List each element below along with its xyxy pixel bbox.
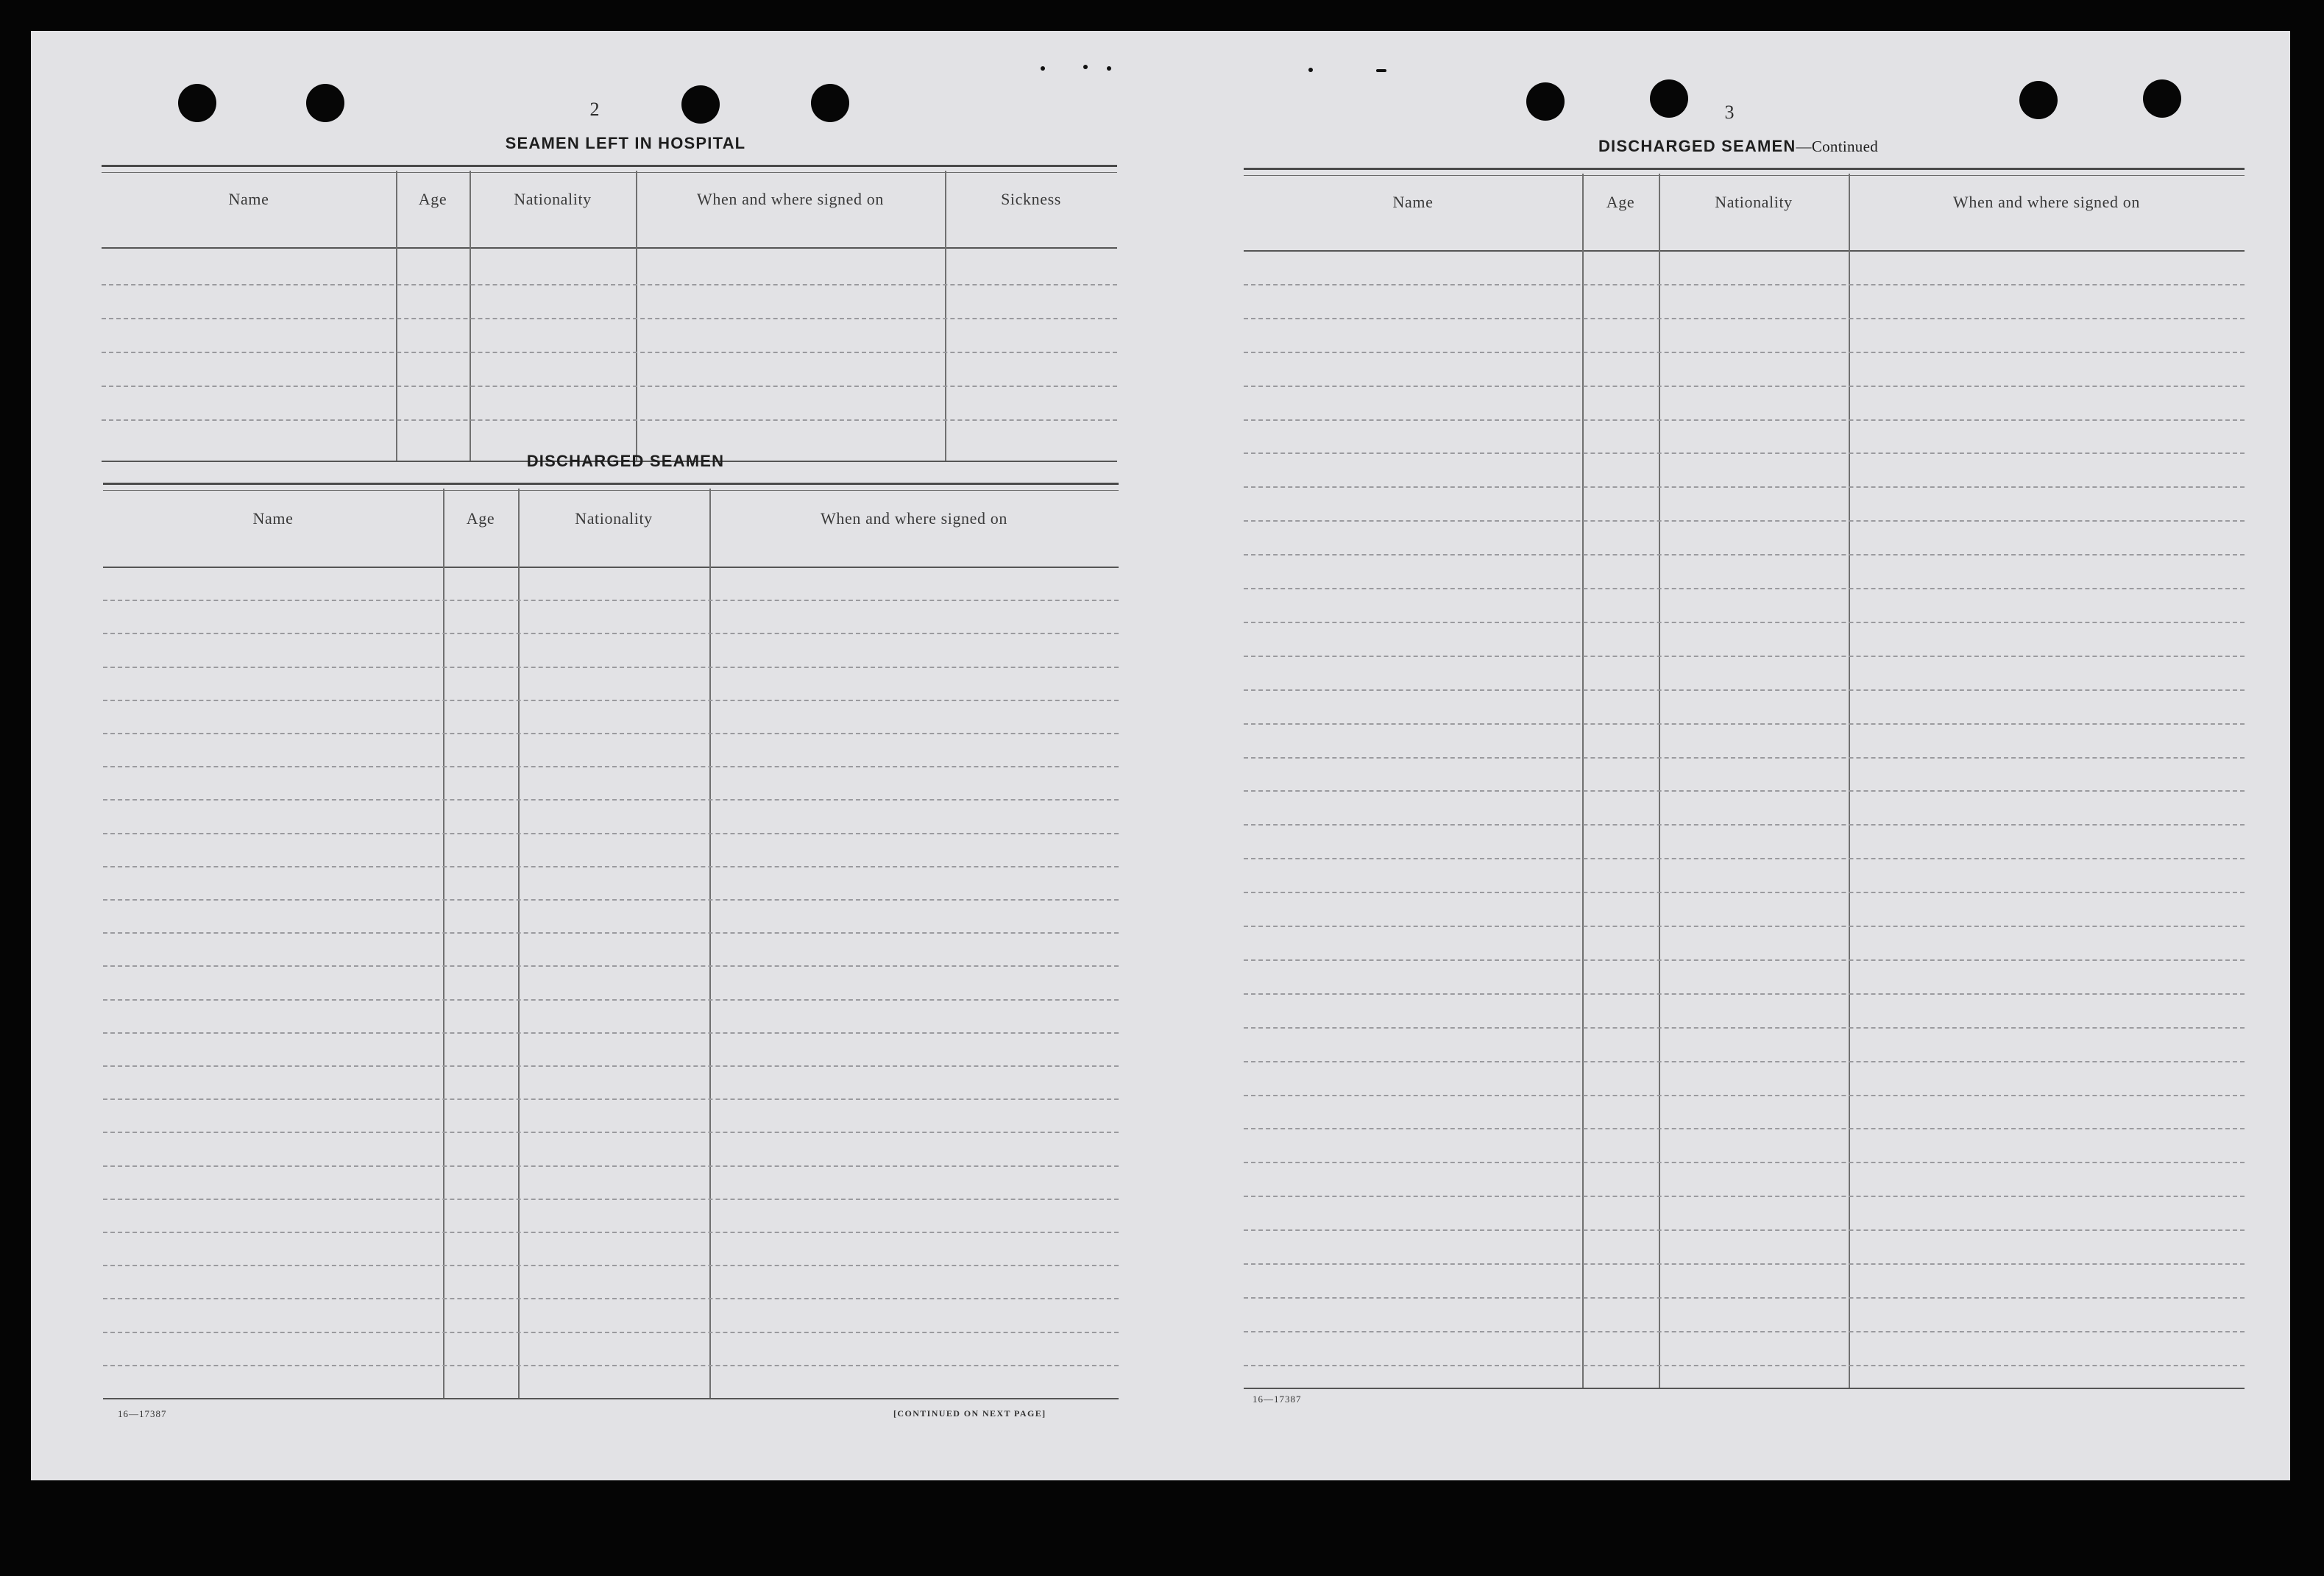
col-header-name: Name — [252, 509, 294, 528]
column-divider — [636, 171, 637, 462]
col-header-signed-on: When and where signed on — [697, 190, 884, 208]
page-number-right: 3 — [1724, 102, 1735, 123]
title-suffix: —Continued — [1796, 138, 1879, 155]
col-header-signed-on: When and where signed on — [821, 509, 1007, 528]
entry-row-line — [1244, 656, 2245, 657]
entry-row-line — [102, 318, 1117, 319]
punch-hole — [1526, 82, 1565, 121]
entry-row-line — [103, 1032, 1119, 1034]
entry-row-line — [1244, 757, 2245, 759]
column-divider — [1849, 174, 1850, 1389]
entry-row-line — [1244, 1095, 2245, 1096]
column-divider — [443, 489, 444, 1399]
punch-hole — [681, 85, 720, 124]
entry-row-line — [1244, 1196, 2245, 1197]
entry-row-line — [1244, 723, 2245, 725]
entry-row-line — [1244, 622, 2245, 623]
table-top-rule — [103, 483, 1119, 491]
entry-row-line — [103, 633, 1119, 634]
ink-speck — [1308, 68, 1313, 72]
entry-row-line — [103, 667, 1119, 668]
entry-row-line — [1244, 352, 2245, 353]
table-bottom-rule — [103, 1398, 1119, 1399]
col-header-signed-on: When and where signed on — [1953, 193, 2140, 211]
entry-row-line — [103, 1065, 1119, 1067]
entry-row-line — [103, 932, 1119, 934]
entry-row-line — [1244, 318, 2245, 319]
entry-row-line — [1244, 486, 2245, 488]
entry-row-line — [103, 733, 1119, 734]
entry-row-line — [103, 1199, 1119, 1200]
entry-row-line — [103, 1332, 1119, 1333]
table-bottom-rule — [1244, 1388, 2245, 1389]
entry-row-line — [1244, 1128, 2245, 1129]
entry-row-line — [103, 965, 1119, 967]
col-header-sickness: Sickness — [1001, 190, 1061, 208]
column-divider — [945, 171, 946, 462]
entry-row-line — [103, 799, 1119, 801]
entry-row-line — [1244, 689, 2245, 691]
hospital-table — [102, 165, 1117, 466]
column-divider — [518, 489, 520, 1399]
page-number-left: 2 — [589, 99, 600, 120]
column-divider — [396, 171, 397, 462]
header-rule — [103, 567, 1119, 568]
title-main: DISCHARGED SEAMEN — [1598, 137, 1796, 155]
entry-row-line — [1244, 419, 2245, 421]
punch-hole — [2019, 81, 2058, 119]
col-header-name: Name — [1392, 193, 1434, 211]
col-header-nationality: Nationality — [514, 190, 592, 208]
discharged-continued-title — [1488, 137, 1988, 156]
entry-row-line — [1244, 1162, 2245, 1163]
entry-row-line — [103, 1298, 1119, 1299]
entry-row-line — [1244, 1061, 2245, 1062]
document-sheet — [31, 31, 2290, 1480]
col-header-nationality: Nationality — [1715, 193, 1793, 211]
entry-row-line — [1244, 386, 2245, 387]
col-header-nationality: Nationality — [575, 509, 653, 528]
entry-row-line — [103, 866, 1119, 867]
col-header-age: Age — [418, 190, 447, 208]
form-code-right: 16—17387 — [1253, 1394, 1302, 1405]
ink-speck — [1107, 66, 1111, 71]
entry-row-line — [1244, 1027, 2245, 1029]
form-code-left: 16—17387 — [118, 1408, 167, 1419]
entry-row-line — [103, 700, 1119, 701]
entry-row-line — [103, 1165, 1119, 1167]
entry-row-line — [1244, 824, 2245, 826]
entry-row-line — [102, 352, 1117, 353]
ink-speck — [1083, 65, 1088, 69]
entry-row-line — [103, 999, 1119, 1001]
table-top-rule — [1244, 168, 2245, 176]
discharged-continued-table — [1244, 168, 2245, 1419]
entry-row-line — [1244, 926, 2245, 927]
entry-row-line — [103, 1365, 1119, 1366]
entry-row-line — [1244, 588, 2245, 589]
entry-row-line — [103, 600, 1119, 601]
col-header-age: Age — [466, 509, 495, 528]
punch-hole — [2143, 79, 2181, 118]
entry-row-line — [1244, 959, 2245, 961]
column-divider — [709, 489, 711, 1399]
column-divider — [470, 171, 471, 462]
entry-row-line — [103, 1098, 1119, 1100]
entry-row-line — [1244, 790, 2245, 792]
discharged-table — [103, 483, 1119, 1439]
ink-speck — [1041, 66, 1045, 71]
continued-note: [CONTINUED ON NEXT PAGE] — [893, 1408, 1046, 1419]
entry-row-line — [1244, 858, 2245, 859]
entry-row-line — [103, 1265, 1119, 1266]
entry-row-line — [1244, 1263, 2245, 1265]
hospital-section-title: SEAMEN LEFT IN HOSPITAL — [505, 134, 746, 152]
entry-row-line — [1244, 1365, 2245, 1366]
entry-row-line — [1244, 554, 2245, 555]
entry-row-line — [1244, 284, 2245, 285]
entry-row-line — [1244, 993, 2245, 995]
entry-row-line — [103, 1132, 1119, 1133]
punch-hole — [178, 84, 216, 122]
punch-hole — [1650, 79, 1688, 118]
ink-speck — [1376, 69, 1386, 72]
entry-row-line — [103, 899, 1119, 901]
col-header-age: Age — [1606, 193, 1635, 211]
entry-row-line — [102, 386, 1117, 387]
column-divider — [1659, 174, 1660, 1389]
entry-row-line — [1244, 1229, 2245, 1231]
entry-row-line — [1244, 520, 2245, 522]
header-rule — [102, 247, 1117, 249]
header-rule — [1244, 250, 2245, 252]
punch-hole — [306, 84, 344, 122]
discharged-section-title: DISCHARGED SEAMEN — [526, 452, 725, 470]
entry-row-line — [1244, 452, 2245, 454]
column-divider — [1582, 174, 1584, 1389]
col-header-name: Name — [228, 190, 269, 208]
entry-row-line — [1244, 1331, 2245, 1332]
table-top-rule — [102, 165, 1117, 173]
entry-row-line — [102, 284, 1117, 285]
entry-row-line — [1244, 892, 2245, 893]
punch-hole — [811, 84, 849, 122]
entry-row-line — [102, 419, 1117, 421]
entry-row-line — [103, 833, 1119, 834]
entry-row-line — [1244, 1297, 2245, 1299]
entry-row-line — [103, 766, 1119, 767]
entry-row-line — [103, 1232, 1119, 1233]
